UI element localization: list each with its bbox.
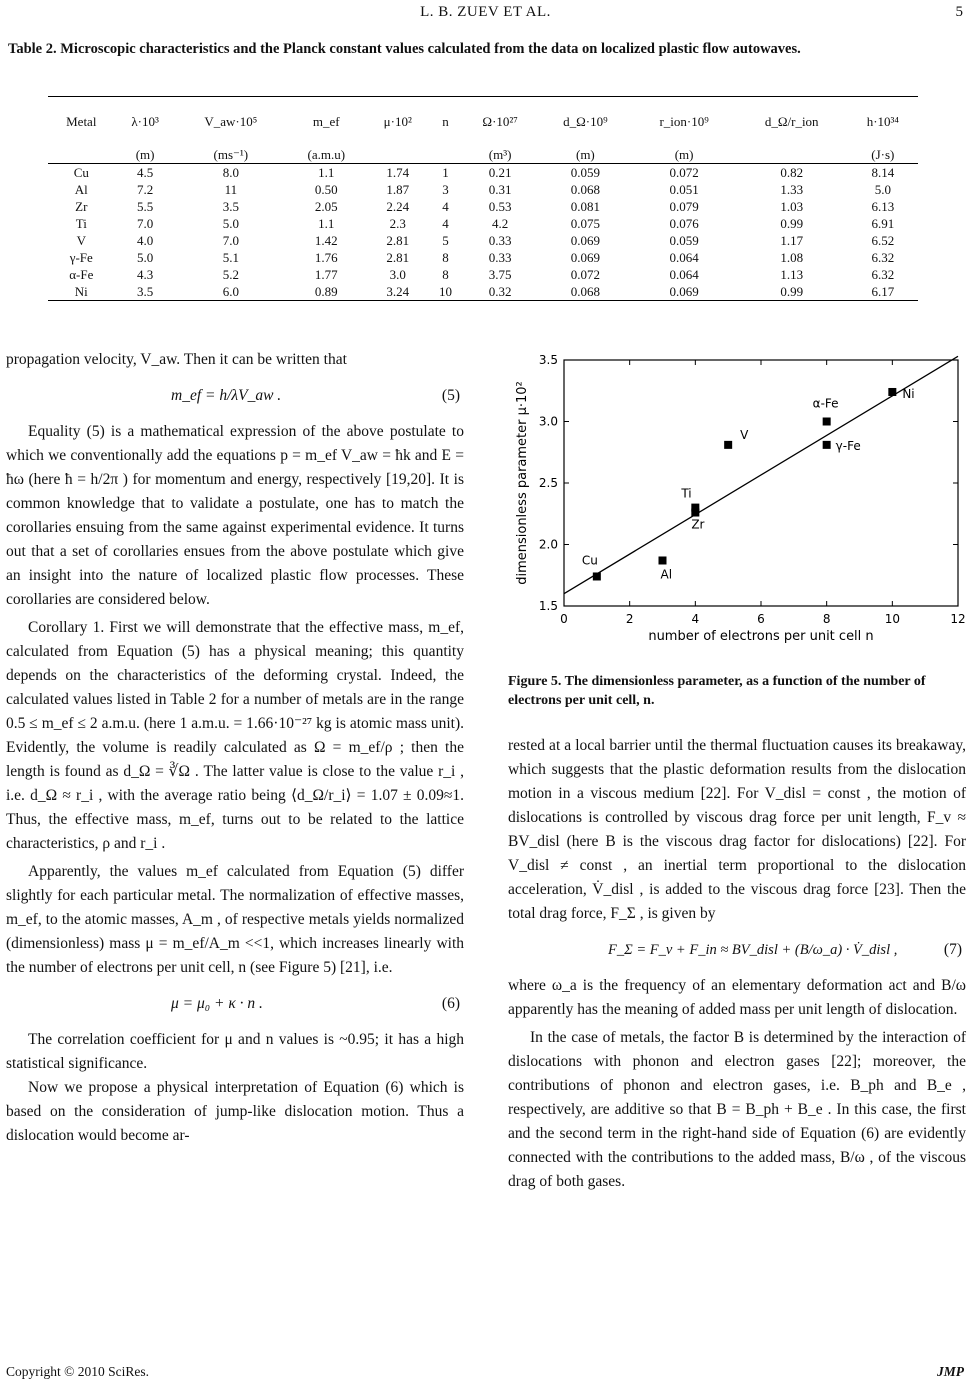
data-point bbox=[691, 509, 699, 517]
table-cell: 2.81 bbox=[386, 232, 410, 248]
table-cell: 6.91 bbox=[871, 215, 895, 231]
table-row bbox=[48, 181, 918, 198]
table-cell: 1.13 bbox=[780, 266, 804, 282]
th-10: h·10³⁴ bbox=[848, 97, 918, 148]
equation-7 bbox=[508, 938, 966, 962]
table-cell: 1.74 bbox=[386, 164, 410, 180]
table-cell: 0.064 bbox=[669, 266, 699, 282]
table-cell: 0.89 bbox=[286, 283, 367, 301]
table-cell: 3.5 bbox=[222, 198, 239, 214]
th-1: λ·10³ bbox=[115, 97, 176, 148]
table-cell: 0.31 bbox=[488, 181, 512, 197]
table-cell: 6.52 bbox=[871, 232, 895, 248]
table-cell: Ni bbox=[48, 283, 115, 301]
para-where: where ω_a is the frequency of an elementary deformation act and B/ω apparently has the meaning of added mass per unit length of dislocation. bbox=[508, 977, 966, 1018]
table-cell: 4 bbox=[442, 198, 449, 214]
table-2 bbox=[48, 96, 918, 301]
th-0: Metal bbox=[48, 97, 115, 148]
x-tick-label: 0 bbox=[560, 612, 568, 626]
table-cell: 0.33 bbox=[488, 249, 512, 265]
unit-9 bbox=[736, 147, 848, 164]
th-7: d_Ω·10⁹ bbox=[538, 97, 632, 148]
table-cell: 5.0 bbox=[136, 249, 154, 265]
table-cell: Zr bbox=[75, 198, 88, 214]
unit-5 bbox=[429, 147, 462, 164]
eq7-number: (7) bbox=[943, 941, 962, 958]
y-axis-label: dimensionless parameter μ·10² bbox=[515, 381, 530, 585]
table-cell: 3.0 bbox=[389, 266, 406, 282]
table-cell: 10 bbox=[429, 283, 462, 301]
unit-3: (a.m.u) bbox=[286, 147, 367, 164]
point-label: γ-Fe bbox=[835, 438, 861, 453]
table-row bbox=[48, 198, 918, 215]
table-cell: 0.33 bbox=[488, 232, 512, 248]
table-cell: 0.081 bbox=[570, 198, 600, 214]
table-cell: 6.32 bbox=[871, 249, 895, 265]
para-normalization: Apparently, the values m_ef calculated from Equation (5) differ slightly for each particular metal. The normalization of effective masses, m_ef, to the atomic masses, A_m , of respective metals yields normalized (dimensionless) mass μ = m_ef/A_m <<1, which increases linearly with the number of electrons per unit cell, n (see Figure 5) [21], i.e. bbox=[6, 863, 464, 976]
table-cell: 0.99 bbox=[736, 283, 848, 301]
table-cell: Ti bbox=[75, 215, 87, 231]
table-row bbox=[48, 215, 918, 232]
table-cell: 1 bbox=[442, 164, 449, 180]
x-tick-label: 10 bbox=[884, 612, 900, 626]
table-cell: 1.76 bbox=[314, 249, 338, 265]
table-cell: 6.17 bbox=[848, 283, 918, 301]
figure-caption: Figure 5. The dimensionless parameter, as a function of the number of electrons per unit cell, n. bbox=[508, 674, 926, 708]
table-cell: 5.1 bbox=[222, 249, 239, 265]
x-axis-label: number of electrons per unit cell n bbox=[648, 629, 874, 644]
table-cell: 3 bbox=[442, 181, 449, 197]
equation-5 bbox=[6, 384, 464, 408]
table-cell: 8 bbox=[442, 249, 449, 265]
table-cell: 0.064 bbox=[669, 249, 699, 265]
table-cell: 3.5 bbox=[115, 283, 176, 301]
th-6: Ω·10²⁷ bbox=[462, 97, 538, 148]
table-cell: 0.21 bbox=[488, 164, 512, 180]
table-caption: Table 2. Microscopic characteristics and the Planck constant values calculated from the data on localized plastic flow autowaves. bbox=[8, 41, 801, 57]
table-cell: 0.072 bbox=[669, 164, 699, 180]
table-cell: 0.82 bbox=[780, 164, 804, 180]
table-cell: 1.1 bbox=[318, 164, 335, 180]
table-cell: α-Fe bbox=[69, 266, 94, 282]
unit-0 bbox=[48, 147, 115, 164]
equation-6 bbox=[6, 992, 464, 1016]
table-cell: 6.0 bbox=[176, 283, 286, 301]
table-cell: V bbox=[76, 232, 86, 248]
point-label: Zr bbox=[691, 517, 705, 532]
table-cell: 5.2 bbox=[222, 266, 239, 282]
table-cell: 0.079 bbox=[669, 198, 699, 214]
th-2: V_aw·10⁵ bbox=[176, 97, 286, 148]
data-point bbox=[888, 388, 896, 396]
unit-7: (m) bbox=[538, 147, 632, 164]
table-cell: 0.059 bbox=[570, 164, 600, 180]
table-cell: 8 bbox=[442, 266, 449, 282]
running-header bbox=[0, 4, 971, 24]
table-cell: 5 bbox=[442, 232, 449, 248]
table-cell: 0.99 bbox=[780, 215, 804, 231]
table-cell: 1.87 bbox=[386, 181, 410, 197]
unit-10: (J·s) bbox=[848, 147, 918, 164]
x-tick-label: 8 bbox=[822, 612, 831, 626]
page-number: 5 bbox=[955, 4, 963, 20]
data-point bbox=[823, 418, 831, 426]
fit-line bbox=[564, 356, 958, 593]
eq5-body: m_ef = h/λV_aw . bbox=[171, 387, 282, 404]
x-tick-label: 12 bbox=[950, 612, 966, 626]
data-point bbox=[659, 556, 667, 564]
table-header-row bbox=[48, 97, 918, 148]
table-cell: 1.03 bbox=[780, 198, 804, 214]
table-cell: 0.072 bbox=[570, 266, 600, 282]
table-cell: 0.068 bbox=[570, 181, 600, 197]
table-cell: 2.81 bbox=[386, 249, 410, 265]
y-tick-label: 1.5 bbox=[538, 599, 558, 613]
journal-abbrev: JMP bbox=[937, 1364, 964, 1379]
y-tick-label: 3.5 bbox=[538, 353, 558, 367]
table-cell: 5.0 bbox=[874, 181, 891, 197]
table-row bbox=[48, 232, 918, 249]
table-cell: 7.0 bbox=[222, 232, 239, 248]
table-cell: 0.059 bbox=[669, 232, 699, 248]
point-label: α-Fe bbox=[812, 396, 839, 411]
point-label: Cu bbox=[581, 553, 598, 568]
th-3: m_ef bbox=[286, 97, 367, 148]
table-cell: 4 bbox=[442, 215, 449, 231]
point-label: Ni bbox=[902, 386, 915, 401]
table-cell: 2.24 bbox=[386, 198, 410, 214]
table-cell: 4.5 bbox=[136, 164, 154, 180]
th-8: r_ion·10⁹ bbox=[632, 97, 735, 148]
table-cell: 4.3 bbox=[136, 266, 154, 282]
data-point bbox=[593, 572, 601, 580]
table-cell: 0.069 bbox=[570, 232, 600, 248]
y-tick-label: 3.0 bbox=[538, 414, 558, 429]
unit-6: (m³) bbox=[462, 147, 538, 164]
para-corollary-1: Corollary 1. First we will demonstrate that the effective mass, m_ef, calculated from Equation (5) has a physical meaning; this quantity depends on the characteristics of the deforming crystal. Indeed, the calculated values listed in Table 2 for a number of metals are in the range 0.5 ≤ m_ef ≤ 2 a.m.u. (here 1 a.m.u. = 1.66·10⁻²⁷ kg is atomic mass unit). Evidently, the volume is readily calculated as Ω = m_ef/ρ ; then the length is found as d_Ω = ∛Ω . The latter value is close to the value r_i , i.e. d_Ω ≈ r_i , with the average ratio being ⟨d_Ω/r_i⟩ = 1.07 ± 0.09≈1. Thus, the effective mass, m_ef, turns out to be related to the lattice characteristics, ρ and r_i . bbox=[6, 619, 464, 852]
table-cell: 3.75 bbox=[488, 266, 512, 282]
table-cell: 3.24 bbox=[367, 283, 429, 301]
table-cell: 1.17 bbox=[780, 232, 804, 248]
table-cell: 8.0 bbox=[222, 164, 239, 180]
point-label: Ti bbox=[681, 486, 692, 501]
header-title: L. B. ZUEV ET AL. bbox=[420, 4, 551, 20]
table-cell: 1.1 bbox=[318, 215, 335, 231]
table-cell: 0.068 bbox=[538, 283, 632, 301]
unit-2: (ms⁻¹) bbox=[176, 147, 286, 164]
eq7-body: F_Σ = F_v + F_in ≈ BV_disl + (B/ω_a) · V̇_disl , bbox=[608, 942, 898, 958]
copyright: Copyright © 2010 SciRes. bbox=[6, 1364, 150, 1379]
table-cell: 6.32 bbox=[871, 266, 895, 282]
table-cell: 1.33 bbox=[780, 181, 804, 197]
chart-svg bbox=[506, 348, 966, 646]
para-velocity: propagation velocity, V_aw. Then it can be written that bbox=[6, 351, 347, 368]
table-cell: 2.3 bbox=[389, 215, 406, 231]
table-units-row bbox=[48, 147, 918, 164]
figure-5-chart bbox=[506, 348, 966, 646]
para-interpretation: Now we propose a physical interpretation of Equation (6) which is based on the consideration of jump-like dislocation motion. Thus a dislocation would become ar- bbox=[6, 1079, 464, 1144]
table-cell: 6.13 bbox=[871, 198, 895, 214]
table-cell: 7.2 bbox=[136, 181, 154, 197]
table-row bbox=[48, 283, 918, 301]
eq6-number: (6) bbox=[441, 995, 460, 1012]
right-column bbox=[508, 734, 966, 1194]
table-cell: 1.42 bbox=[314, 232, 338, 248]
table-cell: 0.50 bbox=[314, 181, 338, 197]
table-cell: 5.5 bbox=[136, 198, 154, 214]
table-cell: 7.0 bbox=[136, 215, 154, 231]
para-rested: rested at a local barrier until the thermal fluctuation causes its breakaway, which suggests that the plastic deformation results from the dislocation motion in a viscous medium [22]. For V_disl = const , the motion of dislocations is controlled by viscous drag force per unit length, F_v ≈ BV_disl (here B is the viscous drag factor for dislocations) [22]. For V_disl ≠ const , an inertial term proportional to the dislocation acceleration, V̇_disl , is added to the viscous drag force [23]. Then the total drag force, F_Σ , is given by bbox=[508, 737, 966, 922]
para-metals: In the case of metals, the factor B is determined by the interaction of dislocations with phonon and electron gases [22]; moreover, the contributions of phonon and electron gases, i.e. B_ph and B_e , respectively, are additive so that B = B_ph + B_e . In this case, the first and the second term in the right-hand side of Equation (6) are evidently connected with the contributions to the added mass, B/ω , of the viscous drag of both gases. bbox=[508, 1029, 966, 1190]
table-cell: 8.14 bbox=[871, 164, 895, 180]
table-cell: 0.075 bbox=[570, 215, 600, 231]
eq5-number: (5) bbox=[441, 387, 460, 404]
table-row bbox=[48, 266, 918, 283]
th-4: μ·10² bbox=[367, 97, 429, 148]
table-row bbox=[48, 249, 918, 266]
para-equality: Equality (5) is a mathematical expression of the above postulate to which we conventionally add the equations p = m_ef V_aw = ħk and E = ħω (here ħ = h/2π ) for momentum and energy, respectively [19,20]. It is common knowledge that to validate a postulate, one has to match the corollaries ensuing from the same against experimental evidence. It turns out that a set of corollaries ensues from the above postulate which give an insight into the nature of localized plastic flow processes. These corollaries are considered below. bbox=[6, 423, 464, 608]
th-9: d_Ω/r_ion bbox=[736, 97, 848, 148]
table-body bbox=[48, 164, 918, 301]
y-tick-label: 2.5 bbox=[538, 476, 558, 490]
table-cell: 11 bbox=[224, 181, 238, 197]
table-cell: 4.0 bbox=[136, 232, 154, 248]
table-cell: 2.05 bbox=[314, 198, 338, 214]
eq6-body: μ = μ₀ + κ · n . bbox=[171, 995, 263, 1012]
page-footer bbox=[6, 1364, 964, 1380]
table-cell: 0.069 bbox=[632, 283, 735, 301]
unit-1: (m) bbox=[115, 147, 176, 164]
table-cell: 0.069 bbox=[570, 249, 600, 265]
table-cell: 0.32 bbox=[462, 283, 538, 301]
unit-8: (m) bbox=[632, 147, 735, 164]
unit-4 bbox=[367, 147, 429, 164]
table-cell: 0.076 bbox=[669, 215, 699, 231]
left-column bbox=[6, 348, 464, 1148]
th-5: n bbox=[429, 97, 462, 148]
table-cell: 4.2 bbox=[492, 215, 509, 231]
table-cell: Al bbox=[74, 181, 88, 197]
table-cell: 0.53 bbox=[488, 198, 512, 214]
data-point bbox=[823, 441, 831, 449]
x-tick-label: 2 bbox=[625, 612, 634, 626]
x-tick-label: 4 bbox=[691, 612, 700, 626]
table-cell: 1.08 bbox=[780, 249, 804, 265]
table-cell: 0.051 bbox=[669, 181, 699, 197]
y-tick-label: 2.0 bbox=[538, 537, 558, 552]
table-cell: 5.0 bbox=[222, 215, 239, 231]
point-label: V bbox=[740, 427, 749, 442]
point-label: Al bbox=[660, 567, 673, 582]
data-point bbox=[724, 441, 732, 449]
table-cell: Cu bbox=[73, 164, 89, 180]
table-row bbox=[48, 164, 918, 182]
plot-frame bbox=[564, 360, 958, 606]
table-cell: 1.77 bbox=[314, 266, 338, 282]
para-correlation: The correlation coefficient for μ and n values is ~0.95; it has a high statistical significance. bbox=[6, 1031, 464, 1072]
x-tick-label: 6 bbox=[757, 612, 765, 626]
table-cell: γ-Fe bbox=[69, 249, 93, 265]
